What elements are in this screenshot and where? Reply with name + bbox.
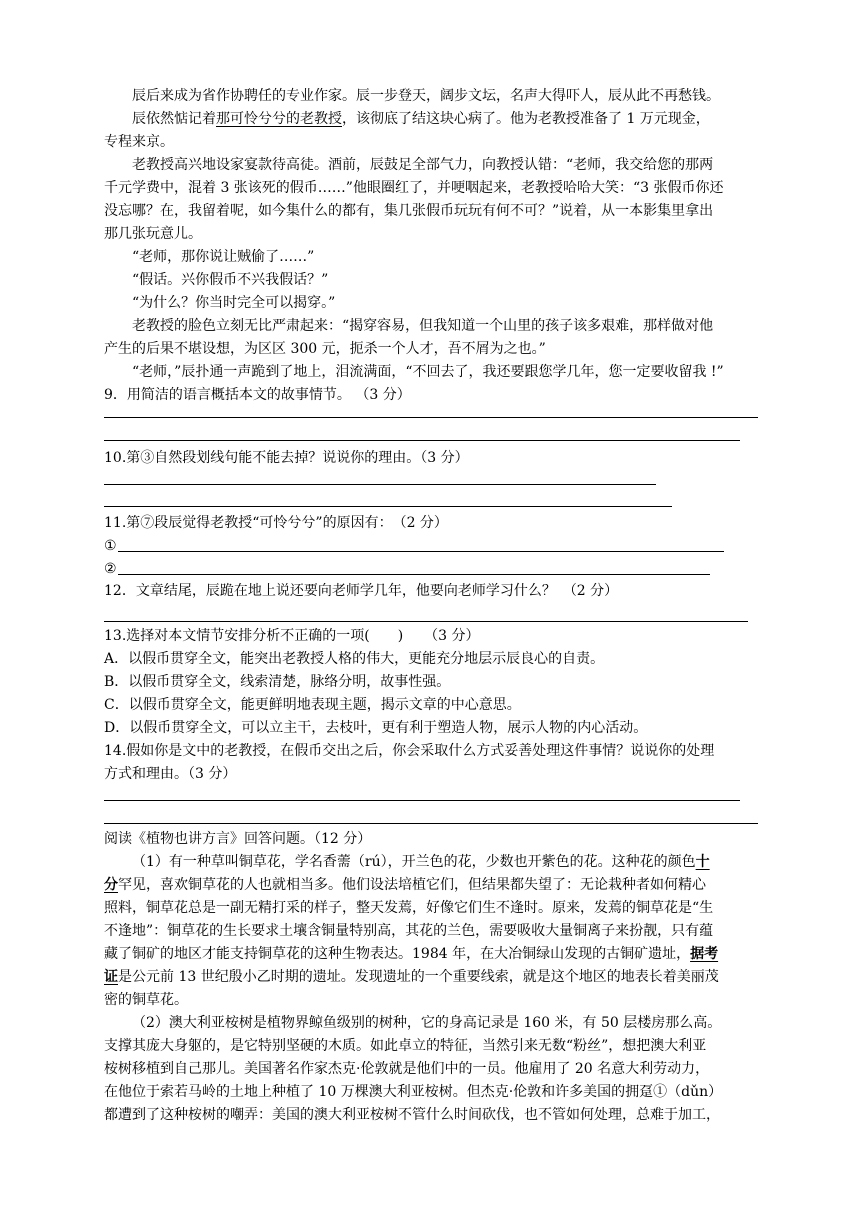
reading-section-2-line: 在他位于索若马岭的土地上种植了 10 万棵澳大利亚桉树。但杰克·伦敦和许多美国的拥趸①（dǔn） bbox=[104, 1084, 723, 1100]
answer-line[interactable] bbox=[118, 551, 724, 552]
story-paragraph-1: 辰后来成为省作协聘任的专业作家。辰一步登天，阔步文坛，名声大得吓人，辰从此不再愁钱。 bbox=[132, 88, 720, 104]
marked-word: 据考 bbox=[690, 946, 719, 962]
story-paragraph-7-line: 产生的后果不堪设想，为区区 300 元，扼杀一个人才，吾不屑为之也。” bbox=[104, 341, 546, 357]
story-paragraph-3: 老教授高兴地设家宴款待高徒。酒前，辰鼓足全部气力，向教授认错：“老师，我交给您的那两 bbox=[132, 157, 714, 173]
story-text: 辰依然惦记着 bbox=[132, 111, 216, 127]
answer-line[interactable] bbox=[104, 823, 758, 824]
reading-section-1-line bbox=[104, 875, 706, 895]
reading-section-2-line: 桉树移植到自己那儿。美国著名作家杰克·伦敦就是他们中的一员。他雇用了 20 名意大利劳动力， bbox=[104, 1061, 710, 1077]
reading-text: （1）有一种草叫铜草花，学名香薷（rú），开兰色的花，少数也开紫色的花。这种花的颜色 bbox=[132, 854, 696, 870]
option-d: D．以假币贯穿全文，可以立主干，去枝叶，更有利于塑造人物，展示人物的内心活动。 bbox=[104, 720, 648, 736]
answer-line[interactable] bbox=[104, 484, 656, 485]
question-9: 9．用简洁的语言概括本文的故事情节。 （3 分） bbox=[104, 387, 411, 403]
story-paragraph-7: 老教授的脸色立刻无比严肃起来：“揭穿容易，但我知道一个山里的孩子该多艰难，那样做对他 bbox=[132, 318, 714, 334]
reading-text: 是公元前 13 世纪殷小乙时期的遗址。发现遗址的一个重要线索，就是这个地区的地表长着美丽茂 bbox=[118, 969, 719, 985]
reading-section-1-line bbox=[104, 944, 718, 964]
story-paragraph-3-line: 没忘哪？在，我留着呢，如今集什么的都有，集几张假币玩玩有何不可？”说着，从一本影集里拿出 bbox=[104, 203, 714, 219]
reading-text: 罕见，喜欢铜草花的人也就相当多。他们设法培植它们，但结果都失望了：无论栽种者如何精心 bbox=[118, 877, 706, 893]
answer-line[interactable] bbox=[104, 440, 740, 441]
answer-marker-2: ② bbox=[104, 561, 117, 577]
answer-marker-1: ① bbox=[104, 538, 117, 554]
question-14: 14.假如你是文中的老教授，在假币交出之后，你会采取什么方式妥善处理这件事情？说说你的处理 bbox=[104, 743, 715, 759]
reading-section-2-line: 都遭到了这种桉树的嘲弄：美国的澳大利亚桉树不管什么时间砍伐，也不管如何处理，总难于加工， bbox=[104, 1107, 720, 1123]
story-paragraph-3-line: 千元学费中，混着 3 张该死的假币……”他眼圈红了，并哽咽起来，老教授哈哈大笑：“3 张假币你还 bbox=[104, 180, 724, 196]
story-text: ，该彻底了结这块心病了。他为老教授准备了 1 万元现金， bbox=[342, 111, 710, 127]
story-paragraph-3-line: 那几张玩意儿。 bbox=[104, 226, 202, 242]
story-paragraph-4: “老师，那你说让贼偷了……” bbox=[132, 249, 315, 265]
story-paragraph-8: “老师，”辰扑通一声跪到了地上，泪流满面，“不回去了，我还要跟您学几年，您一定要收留我 !” bbox=[132, 364, 724, 380]
reading-heading: 阅读《植物也讲方言》回答问题。（12 分） bbox=[104, 831, 372, 847]
marked-word: 证 bbox=[104, 969, 118, 985]
answer-line[interactable] bbox=[104, 506, 672, 507]
question-10: 10.第③自然段划线句能不能去掉？说说你的理由。（3 分） bbox=[104, 450, 469, 466]
option-a: A．以假币贯穿全文，能突出老教授人格的伟大，更能充分地层示辰良心的自责。 bbox=[104, 651, 605, 667]
answer-line[interactable] bbox=[104, 417, 758, 418]
marked-word: 分 bbox=[104, 877, 118, 893]
option-b: B．以假币贯穿全文，线索清楚，脉络分明，故事性强。 bbox=[104, 674, 451, 690]
reading-section-2-line: 支撑其庞大身躯的，是它特别坚硬的木质。如此卓立的特征，当然引来无数“粉丝”，想把澳大利亚 bbox=[104, 1038, 707, 1054]
marked-word: 十 bbox=[695, 854, 710, 870]
reading-section-1-line: 密的铜草花。 bbox=[104, 992, 188, 1008]
reading-section-1-line: 不逢地”：铜草花的生长要求土壤含铜量特别高，其花的兰色，需要吸收大量铜离子来扮靓，只有蕴 bbox=[104, 923, 714, 939]
story-paragraph-2 bbox=[132, 109, 710, 129]
question-11: 11.第⑦段辰觉得老教授“可怜兮兮”的原因有： （2 分） bbox=[104, 515, 448, 531]
question-12: 12．文章结尾，辰跪在地上说还要向老师学几年，他要向老师学习什么？ （2 分） bbox=[104, 583, 619, 599]
story-paragraph-6: “为什么？你当时完全可以揭穿。” bbox=[132, 295, 336, 311]
answer-line[interactable] bbox=[104, 800, 740, 801]
reading-section-1-line: 照料，铜草花总是一副无精打采的样子，整天发蔫，好像它们生不逢时。原来，发蔫的铜草花是“生 bbox=[104, 900, 714, 916]
reading-section-1 bbox=[132, 852, 710, 872]
reading-section-1-line bbox=[104, 967, 719, 987]
story-paragraph-2-line-2: 专程来京。 bbox=[104, 134, 174, 150]
question-14-line-2: 方式和理由。（3 分） bbox=[104, 766, 237, 782]
option-c: C．以假币贯穿全文，能更鲜明地表现主题，揭示文章的中心意思。 bbox=[104, 697, 521, 713]
answer-line[interactable] bbox=[104, 621, 748, 622]
answer-line[interactable] bbox=[118, 574, 710, 575]
story-paragraph-5: “假话。兴你假币不兴我假话？” bbox=[132, 272, 329, 288]
underlined-phrase: 那可怜兮兮的老教授 bbox=[216, 111, 342, 127]
reading-section-2: （2）澳大利亚桉树是植物界鲸鱼级别的树种，它的身高记录是 160 米，有 50 层楼房那么高。 bbox=[132, 1015, 722, 1031]
reading-text: 藏了铜矿的地区才能支持铜草花的这种生物表达。1984 年，在大冶铜绿山发现的古铜矿遗址， bbox=[104, 946, 691, 962]
question-13: 13.选择对本文情节安排分析不正确的一项( ) （3 分） bbox=[104, 628, 480, 644]
